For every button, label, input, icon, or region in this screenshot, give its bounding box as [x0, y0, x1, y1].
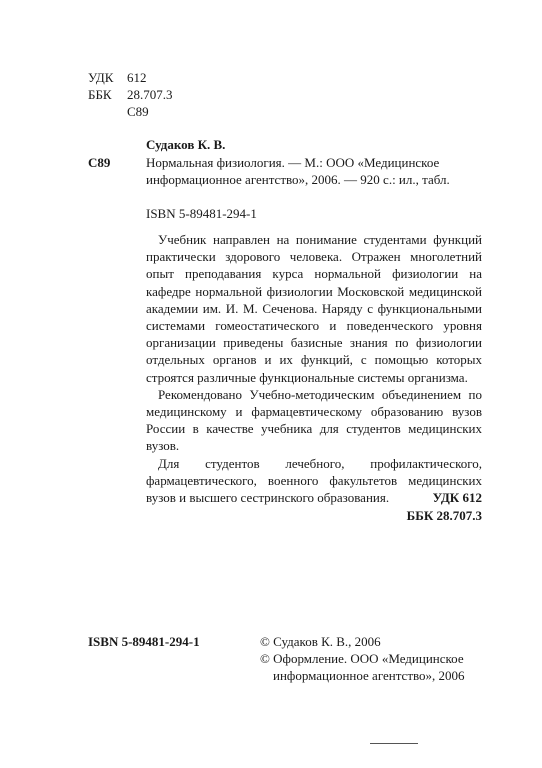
bottom-rule [370, 743, 418, 744]
udk-bottom: УДК 612 [432, 490, 482, 505]
bibliographic-description-line1: Нормальная физиология. — М.: ООО «Медицинское [146, 155, 440, 170]
author-name: Судаков К. В. [146, 137, 226, 152]
annotation [146, 231, 482, 506]
udk-value: 612 [127, 70, 147, 85]
annotation-paragraph-1: Учебник направлен на понимание студентами функций практически здорового человека. Отражен многолетний опыт преподавания курса нормальной физиологии на кафедре нормальной физиологии Московской медицинской академии им. И. М. Сеченова. Наряду с функциональными системами гомеостатического и поведенческого уровня организации приведены базисные знания по физиологии отдельных органов и их функций, с помощью которых строятся различные функциональные системы организма. [146, 232, 482, 385]
annotation-paragraph-3: Для студентов лечебного, профилактического, фармацевтического, военного факультетов медицинских вузов и высшего сестринского образования. [146, 455, 482, 506]
bbk-value: 28.707.3 [127, 87, 173, 102]
bbk-bottom: ББК 28.707.3 [406, 508, 482, 523]
author-mark: С89 [88, 155, 111, 170]
author-mark-top: С89 [127, 104, 149, 119]
bibliographic-description-line2: информационное агентство», 2006. — 920 с.: ил., табл. [146, 172, 450, 187]
bbk-label: ББК [88, 87, 112, 102]
annotation-paragraph-2: Рекомендовано Учебно-методическим объединением по медицинскому и фармацевтическому образованию вузов России в качестве учебника для студентов медицинских вузов. [146, 386, 482, 454]
footer-isbn: ISBN 5-89481-294-1 [88, 634, 200, 649]
isbn-line: ISBN 5-89481-294-1 [146, 206, 257, 221]
copyright-design-line2: информационное агентство», 2006 [273, 668, 465, 683]
udk-label: УДК [88, 70, 114, 85]
copyright-author: © Судаков К. В., 2006 [260, 634, 381, 649]
copyright-design-line1: © Оформление. ООО «Медицинское [260, 651, 464, 666]
